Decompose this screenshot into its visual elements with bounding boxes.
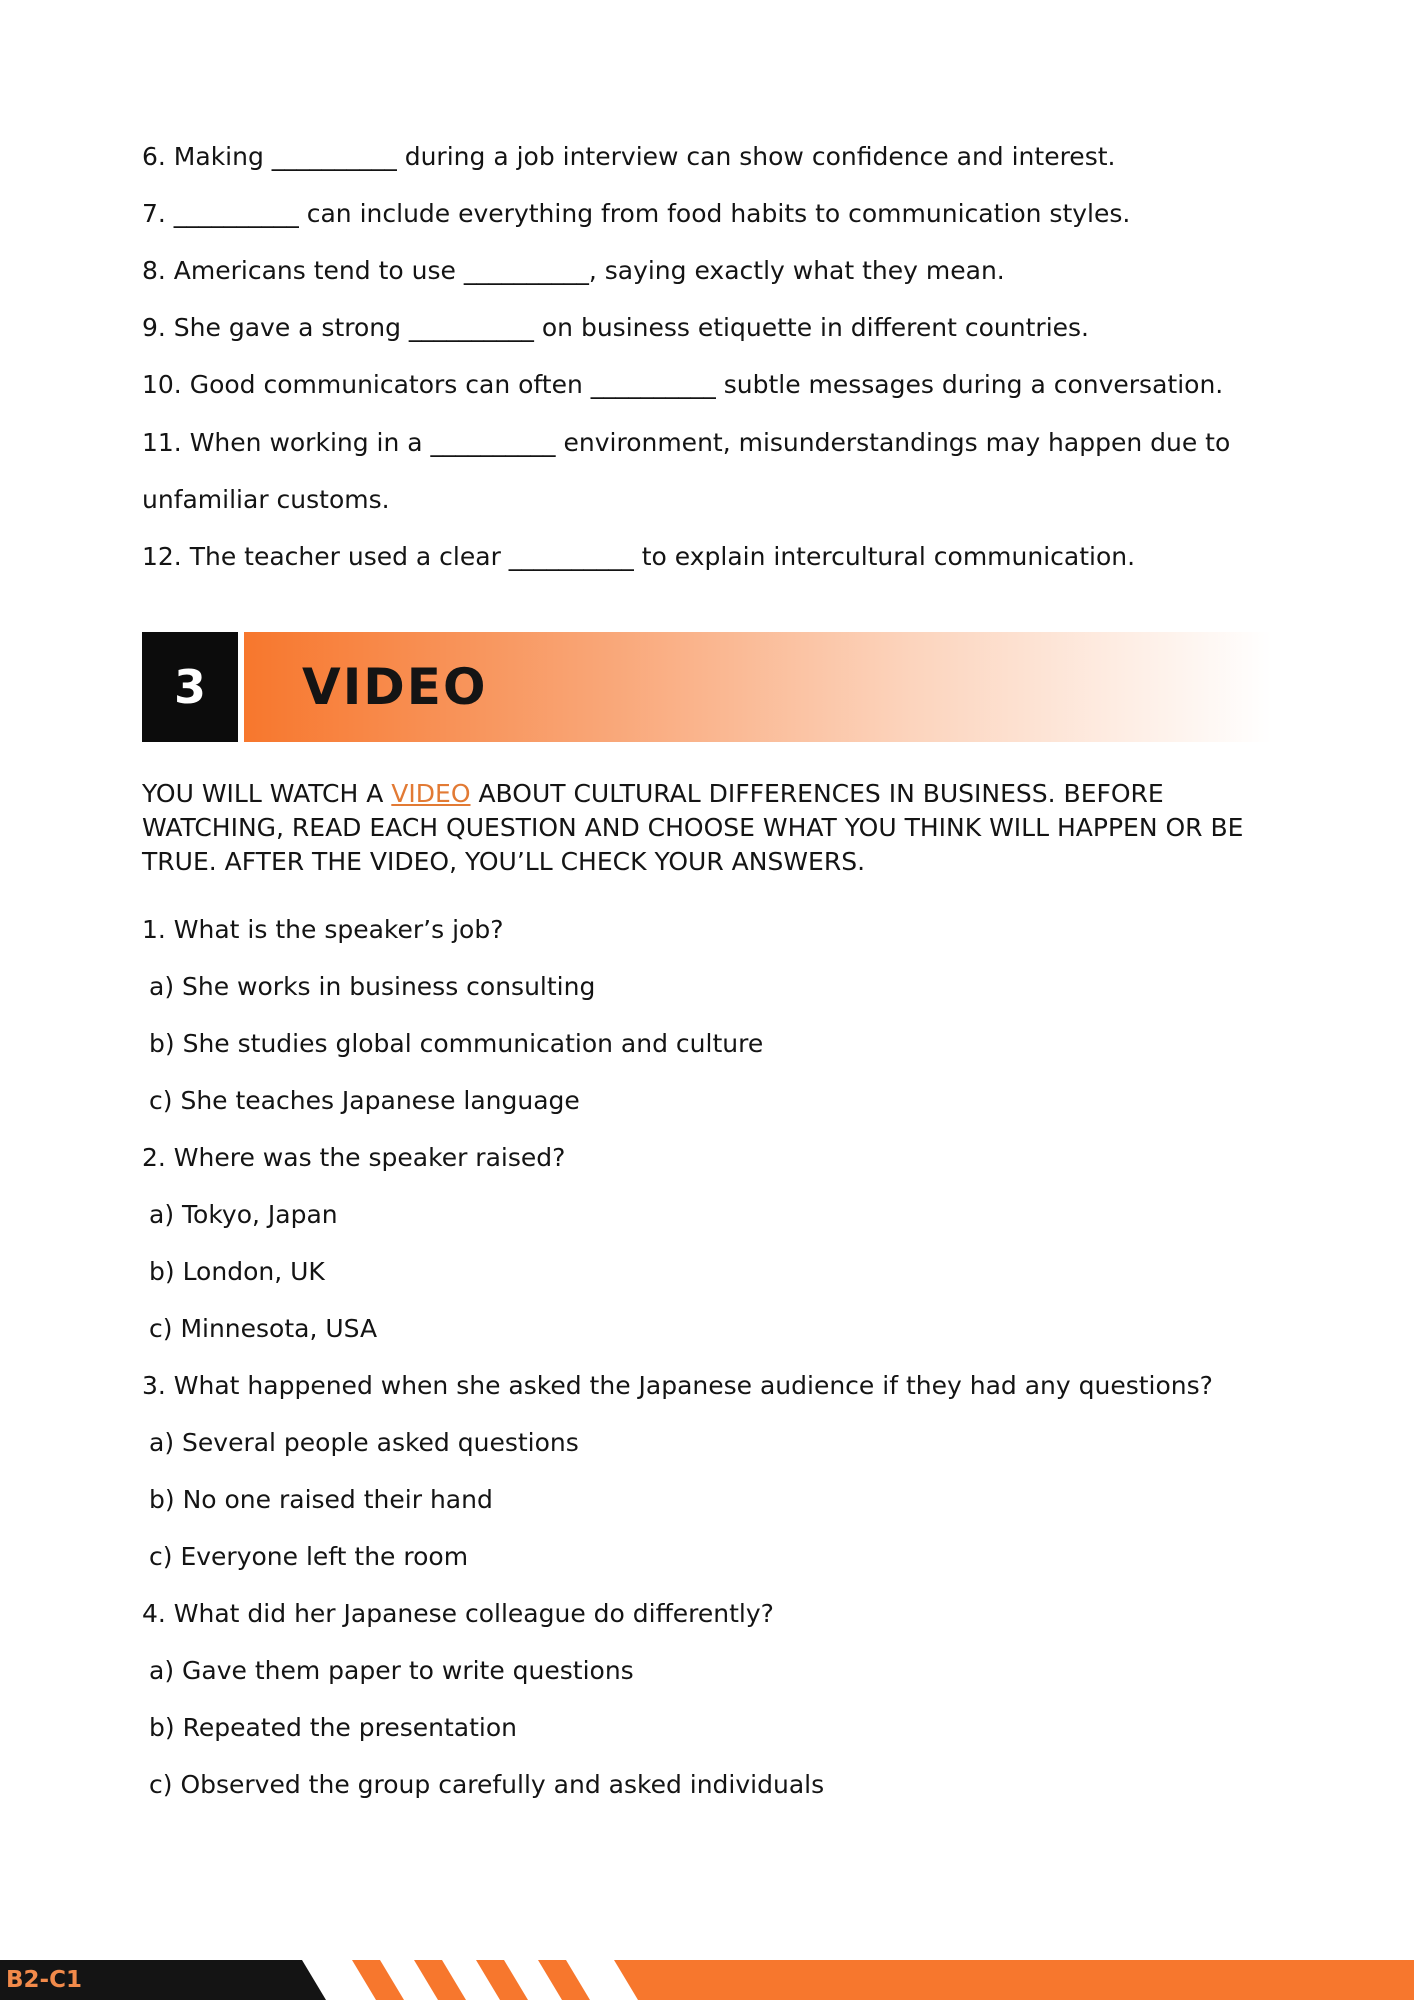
fill-in-item-6: 6. Making __________ during a job interview can show confidence and interest. <box>142 142 1116 171</box>
video-instructions <box>142 777 1292 879</box>
fill-in-item-8: 8. Americans tend to use __________, saying exactly what they mean. <box>142 256 1005 285</box>
question-2-option-a: a) Tokyo, Japan <box>149 1200 338 1229</box>
fill-in-item-9: 9. She gave a strong __________ on business etiquette in different countries. <box>142 313 1089 342</box>
fill-in-item-7: 7. __________ can include everything from food habits to communication styles. <box>142 199 1131 228</box>
question-4: 4. What did her Japanese colleague do differently? <box>142 1599 774 1628</box>
question-3-option-a: a) Several people asked questions <box>149 1428 579 1457</box>
section-number-box <box>142 632 238 742</box>
instructions-text-after: ABOUT CULTURAL DIFFERENCES IN BUSINESS. BEFORE WATCHING, READ EACH QUESTION AND CHOOSE WHAT YOU THINK WILL HAPPEN OR BE TRUE. AFTER THE VIDEO, YOU’LL CHECK YOUR ANSWERS. <box>142 779 1244 876</box>
question-2: 2. Where was the speaker raised? <box>142 1143 566 1172</box>
fill-in-item-10: 10. Good communicators can often __________ subtle messages during a conversation. <box>142 370 1224 399</box>
question-1-option-a: a) She works in business consulting <box>149 972 596 1001</box>
question-4-option-a: a) Gave them paper to write questions <box>149 1656 634 1685</box>
footer-bar <box>0 1960 1414 2000</box>
question-3: 3. What happened when she asked the Japanese audience if they had any questions? <box>142 1371 1213 1400</box>
question-1-option-b: b) She studies global communication and culture <box>149 1029 764 1058</box>
question-3-option-c: c) Everyone left the room <box>149 1542 469 1571</box>
level-label: B2-C1 <box>6 1967 82 1993</box>
fill-in-item-11-continued: unfamiliar customs. <box>142 485 390 514</box>
section-title: VIDEO <box>302 658 488 716</box>
question-4-option-b: b) Repeated the presentation <box>149 1713 517 1742</box>
question-2-option-b: b) London, UK <box>149 1257 325 1286</box>
fill-in-item-11: 11. When working in a __________ environment, misunderstandings may happen due to <box>142 428 1231 457</box>
question-2-option-c: c) Minnesota, USA <box>149 1314 378 1343</box>
question-3-option-b: b) No one raised their hand <box>149 1485 493 1514</box>
instructions-text-before: YOU WILL WATCH A <box>142 779 392 808</box>
section-number: 3 <box>173 660 206 714</box>
footer-stripes-graphic <box>0 1960 1414 2000</box>
question-1-option-c: c) She teaches Japanese language <box>149 1086 580 1115</box>
video-link[interactable]: VIDEO <box>391 779 471 808</box>
section-header <box>142 632 1272 742</box>
question-4-option-c: c) Observed the group carefully and asked individuals <box>149 1770 825 1799</box>
fill-in-item-12: 12. The teacher used a clear __________ to explain intercultural communication. <box>142 542 1136 571</box>
question-1: 1. What is the speaker’s job? <box>142 915 504 944</box>
